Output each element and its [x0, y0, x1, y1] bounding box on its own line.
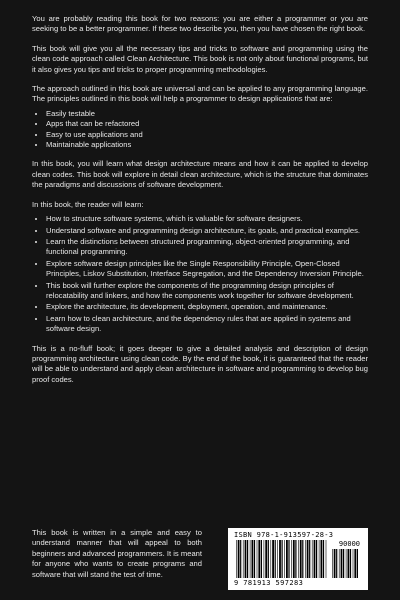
- design-qualities-list: [32, 109, 368, 151]
- barcode-digits: 9 781913 597283: [234, 579, 304, 587]
- list-item: • Explore software design principles like the Single Responsibility Principle, Open-Closed Principles, Liskov Substitution, Interface Segregation, and the Dependency Inversion Principle.: [46, 259, 368, 280]
- learn-list: [32, 214, 368, 334]
- price-barcode-bars: [332, 549, 360, 578]
- list-item: • Learn how to clean architecture, and the dependency rules that are applied in systems and software design.: [46, 314, 368, 335]
- isbn-barcode: [228, 528, 368, 590]
- list-item: • Explore the architecture, its development, deployment, operation, and maintenance.: [46, 302, 368, 312]
- list-item: • Apps that can be refactored: [46, 119, 368, 129]
- no-fluff-paragraph: This is a no-fluff book; it goes deeper to give a detailed analysis and description of design programming architecture using clean code. By the end of the book, it is guaranteed that the reader will be able to understand and apply clean architecture in software and programming to develop bug proof codes.: [32, 343, 368, 384]
- audience-paragraph: This book is written in a simple and easy to understand manner that will appeal to both beginners and advanced programmers. It is meant for anyone who wants to create programs and software that will stand the test of time.: [32, 528, 202, 579]
- list-item: • Easy to use applications and: [46, 130, 368, 140]
- list-item: • Easily testable: [46, 109, 368, 119]
- description-paragraph: This book will give you all the necessary tips and tricks to software and programming using the clean code approach called Clean Architecture. This book is not only about functional programs, but it also gives you tips and tricks to proper programming methodologies.: [32, 43, 368, 74]
- price-code: 90000: [338, 540, 360, 548]
- architecture-paragraph: In this book, you will learn what design architecture means and how it can be applied to develop clean codes. This book will explore in detail clean architecture, which is the structure that dominates the paradigms and discussions of software development.: [32, 159, 368, 190]
- approach-paragraph: The approach outlined in this book are universal and can be applied to any programming language. The principles outlined in this book will help a programmer to design applications that are:: [32, 84, 368, 104]
- learn-heading: In this book, the reader will learn:: [32, 199, 144, 209]
- list-item: • Maintainable applications: [46, 140, 368, 150]
- list-item: • Learn the distinctions between structured programming, object-oriented programming, and functional programming.: [46, 237, 368, 258]
- list-item: • This book will further explore the components of the programming design principles of relocatability and linkers, and how the components work together for software development.: [46, 281, 368, 302]
- list-item: • How to structure software systems, which is valuable for software designers.: [46, 214, 368, 224]
- intro-paragraph: You are probably reading this book for two reasons: you are either a programmer or you are seeking to be a better programmer. If these two describe you, then you have chosen the right book.: [32, 14, 368, 34]
- barcode-bars: [236, 540, 328, 578]
- isbn-text: ISBN 978-1-913597-28-3: [234, 531, 334, 539]
- bottom-section: [32, 528, 368, 590]
- back-cover-text: [32, 14, 368, 394]
- list-item: • Understand software and programming design architecture, its goals, and practical examples.: [46, 226, 368, 236]
